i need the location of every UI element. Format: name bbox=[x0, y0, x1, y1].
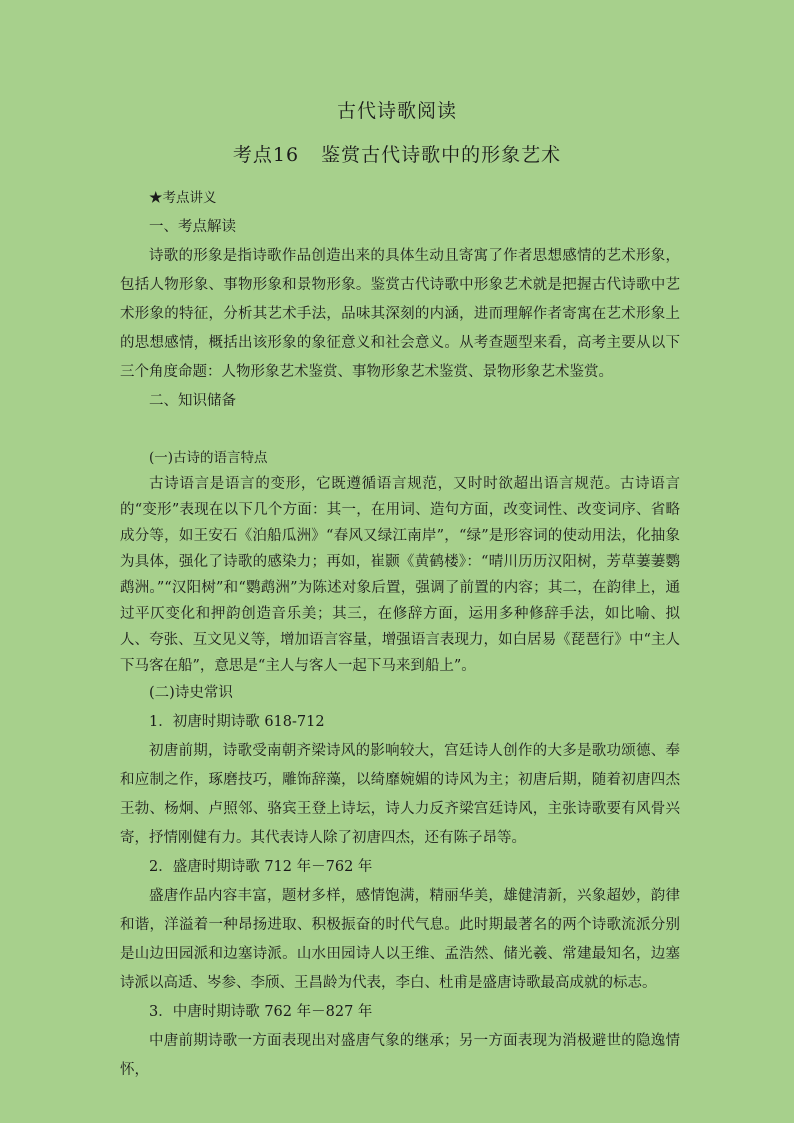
page-title: 古代诗歌阅读 bbox=[336, 100, 457, 122]
paragraph-5: 中唐前期诗歌一方面表现出对盛唐气象的继承；另一方面表现为消极避世的隐逸情怀， bbox=[120, 1033, 680, 1078]
heading-2: 二、知识储备 bbox=[149, 393, 236, 409]
paragraph-1: 诗歌的形象是指诗歌作品创造出来的具体生动且寄寓了作者思想感情的艺术形象，包括人物形象、事物形象和景物形象。鉴赏古代诗歌中形象艺术就是把握古代诗歌中艺术形象的特征，分析其艺术手法，品味其深刻的内涵，进而理解作者寄寓在艺术形象上的思想感情，概括出该形象的象征意义和社会意义。从考查题型来看，高考主要从以下三个角度命题：人物形象艺术鉴赏、事物形象艺术鉴赏、景物形象艺术鉴赏。 bbox=[120, 248, 680, 380]
blank-line bbox=[120, 416, 680, 445]
heading-3-1: 1．初唐时期诗歌 618-712 bbox=[149, 714, 325, 730]
paragraph-3: 初唐前期，诗歌受南朝齐梁诗风的影响较大，宫廷诗人创作的大多是歌功颂德、奉和应制之作，琢磨技巧，雕饰辞藻，以绮靡婉媚的诗风为主；初唐后期，随着初唐四杰王勃、杨炯、卢照邻、骆宾王登上诗坛，诗人力反齐梁宫廷诗风，主张诗歌要有风骨兴寄，抒情刚健有力。其代表诗人除了初唐四杰，还有陈子昂等。 bbox=[120, 743, 680, 846]
section-mark: ★考点讲义 bbox=[149, 190, 217, 206]
page-subtitle bbox=[0, 140, 794, 167]
subtitle-prefix: 考点16 bbox=[232, 144, 300, 166]
heading-3-2: 2．盛唐时期诗歌 712 年－762 年 bbox=[149, 859, 373, 875]
heading-1: 一、考点解读 bbox=[149, 219, 236, 235]
heading-2b: (二)诗史常识 bbox=[149, 685, 233, 701]
heading-2a: (一)古诗的语言特点 bbox=[149, 450, 268, 466]
heading-3-3: 3．中唐时期诗歌 762 年－827 年 bbox=[149, 1004, 373, 1020]
paragraph-2: 古诗语言是语言的变形，它既遵循语言规范，又时时欲超出语言规范。古诗语言的“变形”表现在以下几个方面：其一，在用词、造句方面，改变词性、改变词序、省略成分等，如王安石《泊船瓜洲》“春风又绿江南岸”，“绿”是形容词的使动用法，化抽象为具体，强化了诗歌的感染力；再如，崔颢《黄鹤楼》：“晴川历历汉阳树，芳草萋萋鹦鹉洲。”“汉阳树”和“鹦鹉洲”为陈述对象后置，强调了前置的内容；其二，在韵律上，通过平仄变化和押韵创造音乐美；其三，在修辞方面，运用多种修辞手法，如比喻、拟人、夸张、互文见义等，增加语言容量，增强语言表现力，如白居易《琵琶行》中“主人下马客在船”，意思是“主人与客人一起下马来到船上”。 bbox=[120, 476, 680, 674]
subtitle-main: 鉴赏古代诗歌中的形象艺术 bbox=[321, 144, 562, 166]
paragraph-4: 盛唐作品内容丰富，题材多样，感情饱满，精丽华美，雄健清新，兴象超妙，韵律和谐，洋溢着一种昂扬进取、积极振奋的时代气息。此时期最著名的两个诗歌流派分别是山边田园派和边塞诗派。山水田园诗人以王维、孟浩然、储光羲、常建最知名，边塞诗派以高适、岑参、李颀、王昌龄为代表，李白、杜甫是盛唐诗歌最高成就的标志。 bbox=[120, 888, 680, 991]
document-body bbox=[120, 184, 680, 1085]
